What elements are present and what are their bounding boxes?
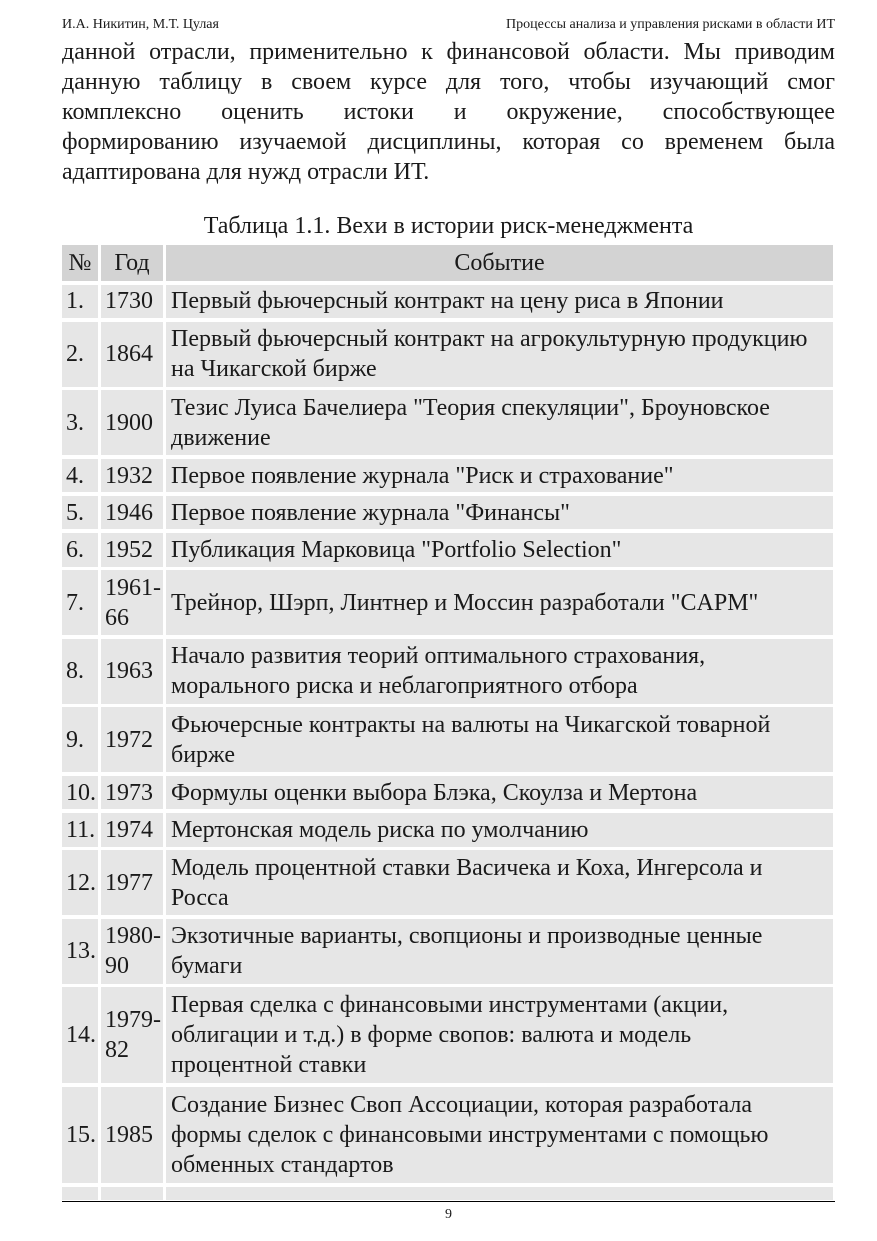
year-line: 1961-	[105, 574, 161, 601]
table-row	[62, 533, 833, 567]
cell-number	[62, 570, 98, 635]
event-line: Тезис Луиса Бачелиера "Теория спекуляции", Броуновское	[171, 394, 770, 421]
event-line: Трейнор, Шэрп, Линтнер и Моссин разработали "CAPM"	[171, 589, 759, 616]
number-text: 14.	[66, 1022, 96, 1049]
table-row	[62, 322, 833, 387]
cell-year	[101, 322, 163, 387]
cell-event	[166, 570, 833, 635]
event-line: Первая сделка с финансовыми инструментами (акции,	[171, 992, 729, 1019]
number-text: 4.	[66, 462, 84, 489]
year-line: 1985	[105, 1121, 153, 1148]
table-row	[62, 776, 833, 810]
event-line: Первый фьючерсный контракт на агрокультурную продукцию	[171, 326, 808, 353]
event-line: Создание Бизнес Своп Ассоциации, которая разработала	[171, 1091, 752, 1118]
cell-number	[62, 322, 98, 387]
year-line: 1932	[105, 462, 153, 489]
year-line: 1980-	[105, 923, 161, 950]
year-line: 1730	[105, 288, 153, 315]
cell-year	[101, 570, 163, 635]
year-line: 66	[105, 604, 129, 631]
body-line: данной отрасли, применительно к финансовой области. Мы приводим	[62, 39, 835, 65]
header-cell-year	[101, 245, 163, 281]
table-row	[62, 1087, 833, 1183]
cell-event	[166, 776, 833, 810]
number-text: 7.	[66, 589, 84, 616]
event-line: Модель процентной ставки Васичека и Коха, Ингерсола и	[171, 854, 763, 881]
event-line: Фьючерсные контракты на валюты на Чикагской товарной	[171, 711, 771, 738]
cell-year	[101, 919, 163, 984]
header-label: Событие	[454, 250, 545, 276]
cell-year	[101, 639, 163, 704]
table-row-partial	[62, 1187, 833, 1201]
number-text: 8.	[66, 658, 84, 685]
page-header-authors: И.А. Никитин, М.Т. Цулая	[62, 17, 219, 32]
header-label: №	[68, 250, 92, 276]
cell-number	[62, 496, 98, 530]
cell-year	[101, 496, 163, 530]
body-paragraph	[62, 37, 835, 187]
cell-number	[62, 533, 98, 567]
table-row	[62, 813, 833, 847]
cell-year	[101, 285, 163, 319]
number-text: 6.	[66, 536, 84, 563]
event-line: морального риска и неблагоприятного отбора	[171, 673, 638, 700]
cell-number	[62, 919, 98, 984]
cell-event	[166, 390, 833, 455]
table-row	[62, 850, 833, 915]
table-header-row	[62, 245, 833, 281]
header-cell-number	[62, 245, 98, 281]
year-line: 1972	[105, 726, 153, 753]
cell-event	[166, 987, 833, 1083]
cell-event	[166, 919, 833, 984]
year-line: 1974	[105, 816, 153, 843]
event-line: Публикация Марковица "Portfolio Selection"	[171, 536, 622, 563]
cell-number	[62, 1187, 98, 1201]
event-line: Первое появление журнала "Финансы"	[171, 499, 570, 526]
event-line: движение	[171, 424, 271, 451]
cell-number	[62, 813, 98, 847]
table-row	[62, 707, 833, 772]
year-line: 1864	[105, 341, 153, 368]
table-row	[62, 496, 833, 530]
cell-event	[166, 707, 833, 772]
cell-number	[62, 1087, 98, 1183]
number-text: 15.	[66, 1121, 96, 1148]
cell-year	[101, 707, 163, 772]
cell-event	[166, 639, 833, 704]
cell-year	[101, 1087, 163, 1183]
cell-year	[101, 1187, 163, 1201]
number-text: 9.	[66, 726, 84, 753]
cell-event	[166, 459, 833, 493]
cell-year	[101, 776, 163, 810]
cell-event	[166, 813, 833, 847]
number-text: 2.	[66, 341, 84, 368]
cell-year	[101, 813, 163, 847]
number-text: 3.	[66, 409, 84, 436]
number-text: 12.	[66, 869, 96, 896]
number-text: 11.	[66, 816, 96, 843]
table-row	[62, 570, 833, 635]
cell-number	[62, 707, 98, 772]
cell-year	[101, 533, 163, 567]
page-number: 9	[445, 1207, 452, 1222]
header-label: Год	[114, 250, 150, 276]
year-line: 1977	[105, 869, 153, 896]
cell-event	[166, 322, 833, 387]
cell-event	[166, 1087, 833, 1183]
cell-year	[101, 850, 163, 915]
event-line: Росса	[171, 884, 229, 911]
event-line: обменных стандартов	[171, 1151, 394, 1178]
year-line: 1946	[105, 499, 153, 526]
cell-number	[62, 850, 98, 915]
event-line: Формулы оценки выбора Блэка, Скоулза и Мертона	[171, 779, 698, 806]
header-cell-event	[166, 245, 833, 281]
table-row	[62, 459, 833, 493]
year-line: 82	[105, 1037, 129, 1064]
cell-event	[166, 1187, 833, 1201]
number-text: 10.	[66, 779, 96, 806]
event-line: Первое появление журнала "Риск и страхование"	[171, 462, 674, 489]
body-line: данную таблицу в своем курсе для того, чтобы изучающий смог	[62, 69, 835, 95]
table-row	[62, 390, 833, 455]
event-line: процентной ставки	[171, 1052, 367, 1079]
cell-event	[166, 850, 833, 915]
footer-rule	[62, 1201, 835, 1202]
milestones-table	[62, 245, 833, 1200]
year-line: 1963	[105, 658, 153, 685]
body-line: комплексно оценить истоки и окружение, способствующее	[62, 99, 835, 125]
body-line: формированию изучаемой дисциплины, которая со временем была	[62, 129, 835, 155]
cell-number	[62, 776, 98, 810]
cell-number	[62, 459, 98, 493]
event-line: бирже	[171, 741, 235, 768]
event-line: облигации и т.д.) в форме свопов: валюта и модель	[171, 1022, 692, 1049]
cell-event	[166, 285, 833, 319]
event-line: Мертонская модель риска по умолчанию	[171, 816, 589, 843]
table-row	[62, 919, 833, 984]
cell-number	[62, 987, 98, 1083]
event-line: Начало развития теорий оптимального страхования,	[171, 643, 706, 670]
year-line: 1900	[105, 409, 153, 436]
cell-number	[62, 285, 98, 319]
event-line: Экзотичные варианты, свопционы и производные ценные	[171, 923, 763, 950]
year-line: 90	[105, 953, 129, 980]
event-line: на Чикагской бирже	[171, 356, 377, 383]
cell-number	[62, 639, 98, 704]
number-text: 1.	[66, 288, 84, 315]
table-row	[62, 987, 833, 1083]
table-caption: Таблица 1.1. Вехи в истории риск-менеджмента	[203, 213, 694, 239]
body-line: адаптирована для нужд отрасли ИТ.	[62, 159, 430, 185]
table-row	[62, 285, 833, 319]
cell-event	[166, 496, 833, 530]
year-line: 1973	[105, 779, 153, 806]
number-text: 13.	[66, 938, 96, 965]
cell-year	[101, 987, 163, 1083]
cell-number	[62, 390, 98, 455]
year-line: 1952	[105, 536, 153, 563]
table-row	[62, 639, 833, 704]
year-line: 1979-	[105, 1007, 161, 1034]
cell-year	[101, 390, 163, 455]
page-header-title: Процессы анализа и управления рисками в области ИТ	[506, 17, 835, 32]
event-line: бумаги	[171, 953, 243, 980]
cell-event	[166, 533, 833, 567]
event-line: формы сделок с финансовыми инструментами с помощью	[171, 1121, 769, 1148]
cell-year	[101, 459, 163, 493]
event-line: Первый фьючерсный контракт на цену риса в Японии	[171, 288, 724, 315]
number-text: 5.	[66, 499, 84, 526]
